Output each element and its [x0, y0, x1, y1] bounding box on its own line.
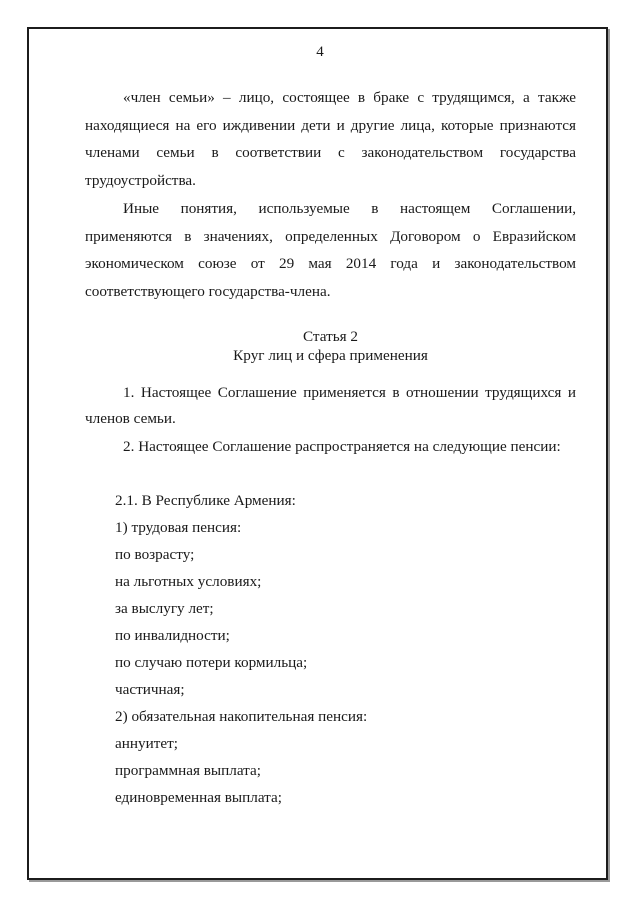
list-item: частичная; [115, 681, 185, 698]
list-item: программная выплата; [115, 762, 261, 779]
list-item: единовременная выплата; [115, 789, 282, 806]
list-item: за выслугу лет; [115, 600, 214, 617]
list-item-funded-pension: 2) обязательная накопительная пенсия: [115, 708, 368, 725]
list-item: по инвалидности; [115, 627, 230, 644]
list-item: аннуитет; [115, 735, 178, 752]
article-number: Статья 2 [302, 328, 359, 345]
paragraph-other-terms: Иные понятия, используемые в настоящем Соглашении, применяются в значениях, определенных Договором о Евразийском экономическом союзе от 29 мая 2014 года и законодательством соответствующего государства-члена. [85, 200, 576, 300]
list-item-labor-pension: 1) трудовая пенсия: [115, 519, 242, 536]
list-item: по возрасту; [115, 546, 195, 563]
list-item-armenia-heading: 2.1. В Республике Армения: [115, 492, 296, 509]
clause-2: 2. Настоящее Соглашение распространяется на следующие пенсии: [123, 438, 561, 455]
article-title: Круг лиц и сфера применения [233, 347, 428, 364]
list-item: по случаю потери кормильца; [115, 654, 308, 671]
pension-types-list [115, 487, 367, 811]
paragraph-family-member-definition: «член семьи» – лицо, состоящее в браке с трудящимся, а также находящиеся на его иждивении дети и другие лица, которые признаются членами семьи в соответствии с законодательством государства трудоустройства. [85, 89, 576, 189]
page-number: 4 [316, 44, 324, 60]
clause-1: 1. Настоящее Соглашение применяется в отношении трудящихся и членов семьи. [85, 384, 576, 427]
list-item: на льготных условиях; [115, 573, 262, 590]
